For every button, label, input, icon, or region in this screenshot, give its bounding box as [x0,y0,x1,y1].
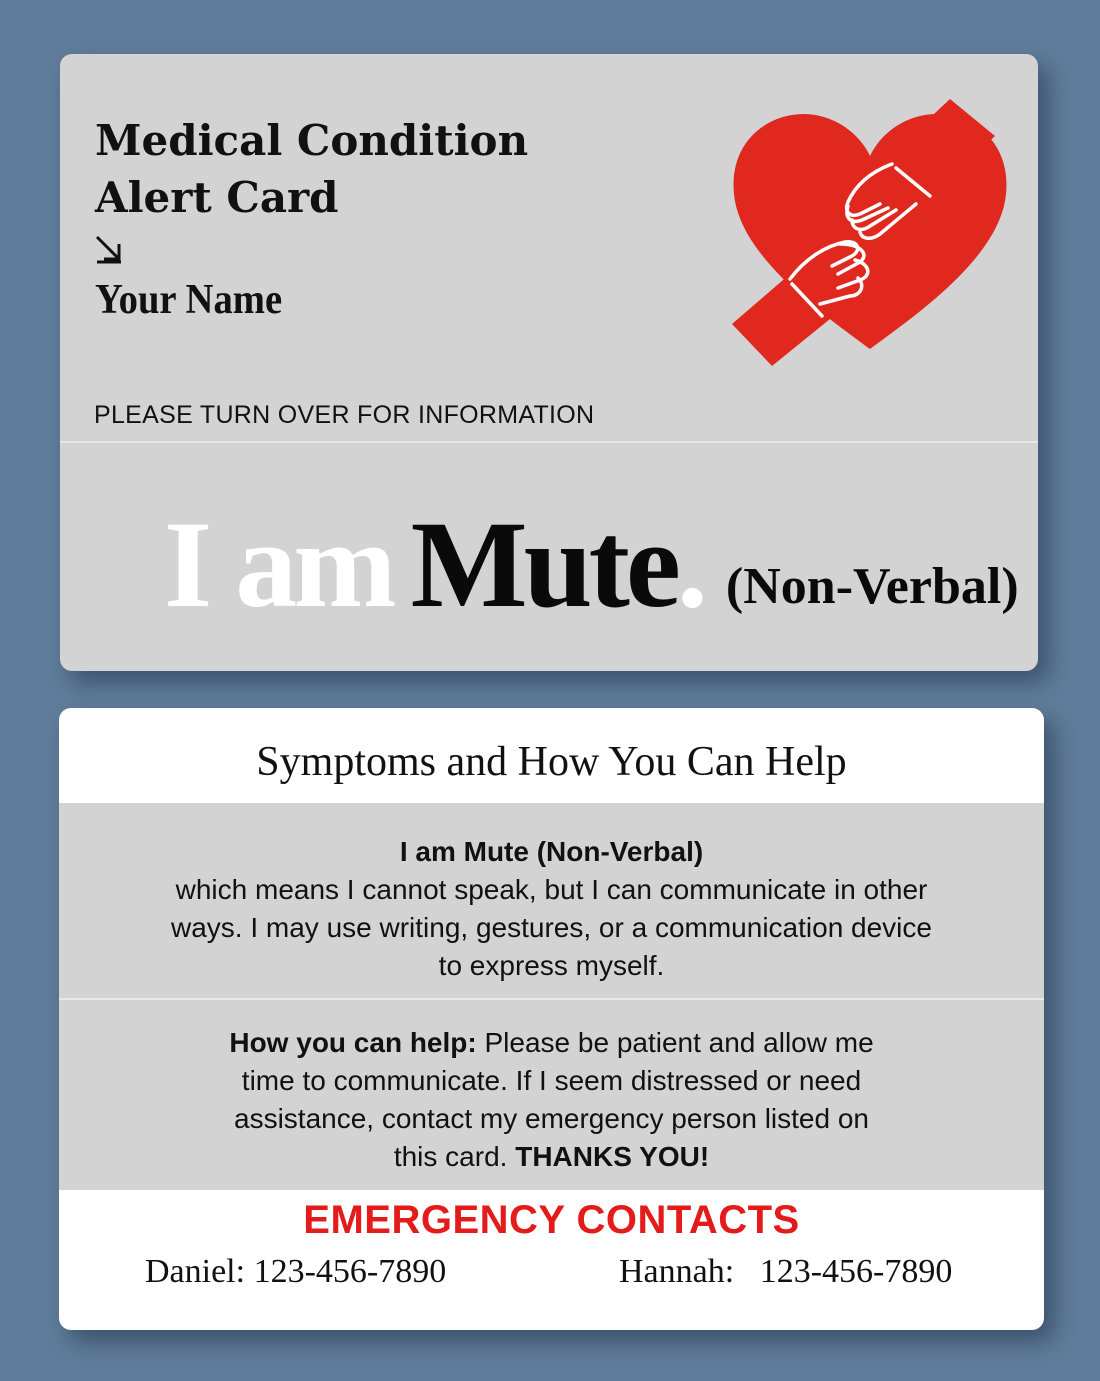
card-title [95,112,528,226]
condition-headline [164,494,1019,636]
front-card [60,54,1038,671]
contact-name: Hannah: [619,1253,735,1290]
contact-name: Daniel: [145,1253,246,1290]
turn-over-notice: PLEASE TURN OVER FOR INFORMATION [94,401,595,429]
help-thanks: THANKS YOU! [515,1141,710,1172]
help-label: How you can help: [229,1027,477,1058]
front-divider [60,441,1038,443]
condition-heading: I am Mute (Non-Verbal) [399,836,704,867]
arrow-down-right-icon [94,234,124,264]
back-title: Symptoms and How You Can Help [256,739,847,785]
contact-phone: 123-456-7890 [253,1253,447,1290]
help-panel [59,1000,1044,1190]
help-body: Please be patient and allow me time to communicate. If I seem distressed or need assistance, contact my emergency person listed on this card. [234,1027,874,1172]
headline-mute: Mute [410,496,677,633]
headline-non-verbal: (Non-Verbal) [725,558,1019,615]
contact-hannah [619,1253,952,1291]
back-card [59,708,1044,1330]
card-title-line-1: Medical Condition [95,116,529,165]
help-text [59,1000,1044,1176]
card-title-line-2: Alert Card [95,173,339,222]
condition-description: which means I cannot speak, but I can communicate in other ways. I may use writing, gestures, or a communication device to express myself. [171,874,932,981]
headline-dot: . [676,496,704,633]
heart-hands-icon [720,94,1020,374]
contact-phone: 123-456-7890 [759,1253,953,1290]
condition-panel [59,803,1044,998]
contact-daniel [145,1253,446,1291]
headline-i-am: I am [164,496,393,633]
cardholder-name: Your Name [95,277,283,323]
emergency-heading: EMERGENCY CONTACTS [303,1198,800,1242]
